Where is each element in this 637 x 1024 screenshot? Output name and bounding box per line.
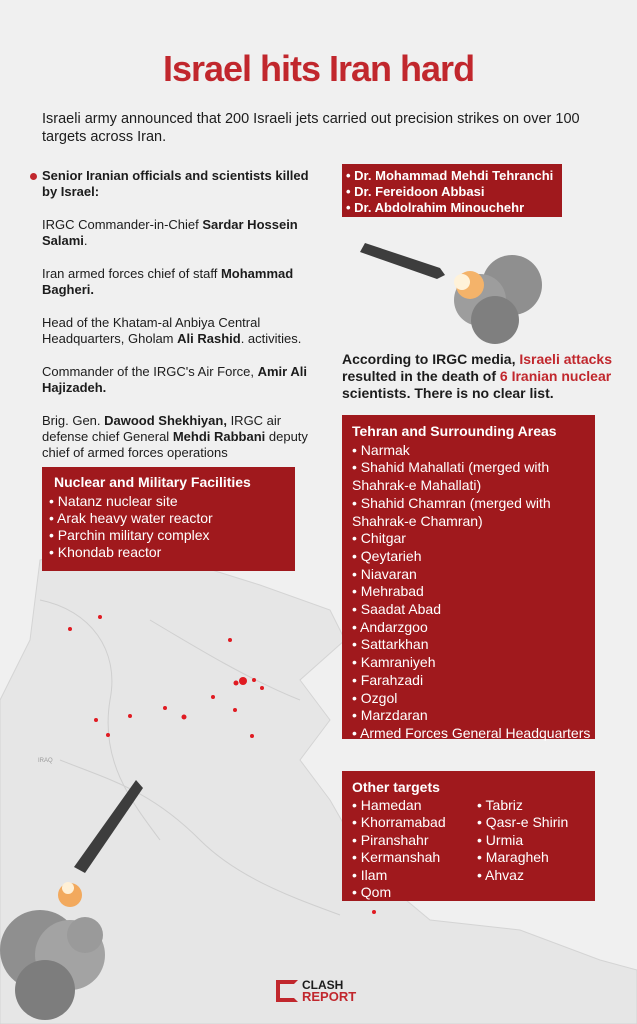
list-item: • Khondab reactor <box>49 544 295 561</box>
intro-text: Israeli army announced that 200 Israeli jets carried out precision strikes on over 100 targets across Iran. <box>42 111 580 145</box>
list-item: • Ilam <box>352 867 477 885</box>
other-targets-col2 <box>477 797 568 902</box>
list-item: • Qeytarieh <box>352 548 595 566</box>
logo-line2: REPORT <box>302 989 357 1004</box>
list-item: • Dr. Abdolrahim Minouchehr <box>346 200 562 216</box>
official-entry: Iran armed forces chief of staff Mohammad Bagheri. <box>42 266 294 297</box>
list-item: • Arak heavy water reactor <box>49 510 295 527</box>
list-item: • Farahzadi <box>352 672 595 690</box>
list-item: • Hamedan <box>352 797 477 815</box>
list-item: • Tabriz <box>477 797 568 815</box>
other-targets-col1 <box>352 797 477 902</box>
box-title: Other targets <box>352 779 440 795</box>
list-item: • Shahid Mahallati (merged with Shahrak-e Mahallati) <box>352 459 595 494</box>
official-entry: Head of the Khatam-al Anbiya Central Headquarters, Gholam Ali Rashid. activities. <box>42 315 302 346</box>
tehran-box <box>342 415 595 739</box>
list-item: • Kamraniyeh <box>352 654 595 672</box>
nuclear-facilities-box <box>42 467 295 571</box>
list-item: • Maragheh <box>477 849 568 867</box>
page-title: Israel hits Iran hard <box>162 48 475 89</box>
official-entry: Brig. Gen. Dawood Shekhiyan, IRGC air defense chief General Mehdi Rabbani deputy chief of armed forces operations <box>42 413 308 460</box>
list-item: • Natanz nuclear site <box>49 493 295 510</box>
list-item: • Saadat Abad <box>352 601 595 619</box>
list-item: • Marzdaran <box>352 707 595 725</box>
list-item: • Narmak <box>352 442 595 460</box>
list-item: • Kermanshah <box>352 849 477 867</box>
list-item: • Urmia <box>477 832 568 850</box>
list-item: • Parchin military complex <box>49 527 295 544</box>
list-item: • Andarzgoo <box>352 619 595 637</box>
list-item: • Qom <box>352 884 477 902</box>
list-item: • Qasr-e Shirin <box>477 814 568 832</box>
official-entry: IRGC Commander-in-Chief Sardar Hossein Salami. <box>42 217 298 248</box>
list-item: • Dr. Fereidoon Abbasi <box>346 184 562 200</box>
list-item: • Niavaran <box>352 566 595 584</box>
official-entry: Commander of the IRGC's Air Force, Amir Ali Hajizadeh. <box>42 364 307 395</box>
box-title: Tehran and Surrounding Areas <box>352 423 557 439</box>
list-item: • Piranshahr <box>352 832 477 850</box>
list-item: • Shahid Chamran (merged with Shahrak-e Chamran) <box>352 495 595 530</box>
list-item: • Chitgar <box>352 530 595 548</box>
officials-heading: Senior Iranian officials and scientists killed by Israel: <box>42 168 312 200</box>
list-item: • Khorramabad <box>352 814 477 832</box>
list-item: • Sattarkhan <box>352 636 595 654</box>
list-item: • Ahvaz <box>477 867 568 885</box>
officials-section <box>42 168 312 478</box>
list-item: • Mehrabad <box>352 583 595 601</box>
logo-line1: CLASH <box>302 978 344 992</box>
map-label-iraq: IRAQ <box>38 758 53 764</box>
list-item: • Dr. Mohammad Mehdi Tehranchi <box>346 168 562 184</box>
logo-mark-icon <box>276 980 298 1002</box>
list-item: • Armed Forces General Headquarters <box>352 725 595 743</box>
list-item: • Ozgol <box>352 690 595 708</box>
irgc-note: According to IRGC media, Israeli attacks resulted in the death of 6 Iranian nuclear scientists. There is no clear list. <box>342 351 612 401</box>
bullet-dot <box>30 173 37 180</box>
other-targets-box <box>342 771 595 901</box>
scientists-box <box>342 164 562 217</box>
clash-report-logo <box>276 980 356 1002</box>
box-title: Nuclear and Military Facilities <box>54 474 251 490</box>
